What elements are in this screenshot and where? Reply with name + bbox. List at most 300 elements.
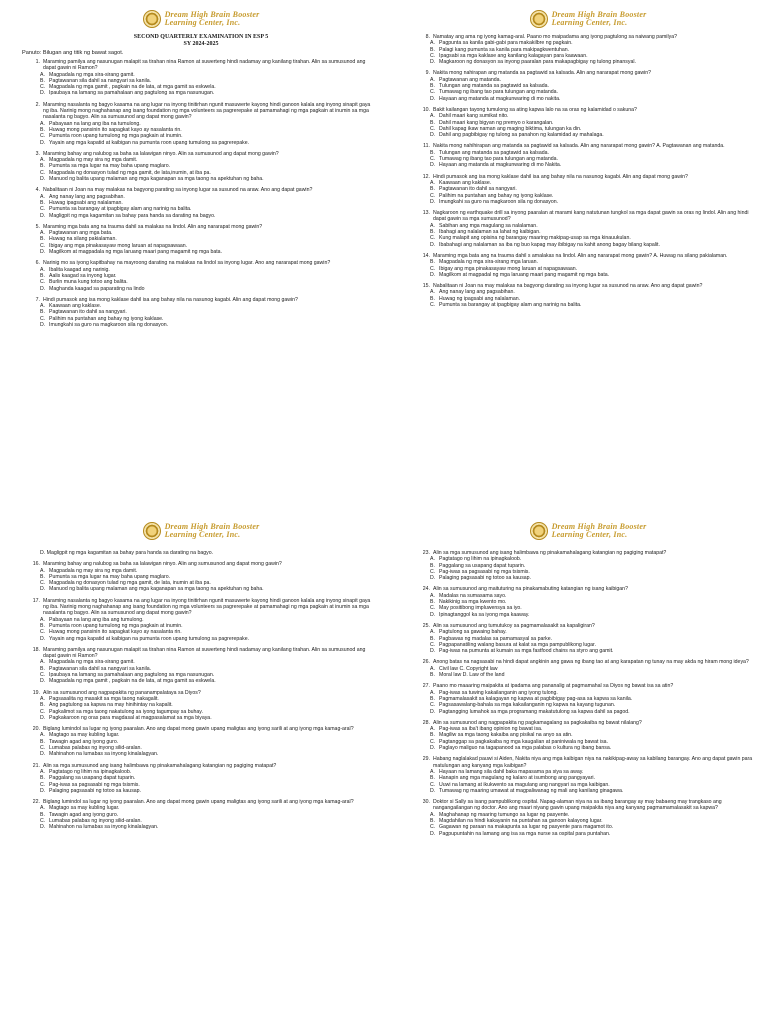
question-text: Alin sa mga sumusunod ang isang halimbawa ng pinakamahalagang katangian ng pagiging matapat? [43,762,277,769]
option-text: Magpadala ng mga gamit , pagkain na de lata, at mga gamit sa eskwela. [49,678,216,685]
question-number: 2. [35,101,40,108]
option-text: Dahil kapag ikaw naman ang maging biktima, tulungan ka din. [439,125,582,132]
answer-option[interactable] [418,648,758,654]
option-letter: A. [430,556,435,563]
option-letter: C. [430,641,436,648]
option-letter: C. [40,745,46,752]
question-item [28,102,374,146]
option-letter: B. [40,199,45,206]
option-text: Palagi kang pumunta sa kanila para makipagkwentuhan. [439,46,570,53]
option-letter: D. [430,59,436,66]
option-text: Dahil maari kang sumikat nito. [439,113,509,120]
option-letter: C. [430,738,436,745]
option-text: Pagtawanan sila dahil sa nangyari sa kanila. [49,77,152,84]
option-letter: A. [40,71,45,78]
option-letter: A. [40,303,45,310]
school-name: Dream High Brain Booster [551,522,647,531]
option-letter: C. [430,192,436,199]
question-number: 29. [422,756,430,763]
question-number: 9. [425,70,430,77]
option-letter: B. [430,295,435,302]
option-letter: B. [430,259,435,266]
question-text: Maraming bahay ang nalubog sa baha sa lalawigan ninyo. Alin sa sumusunod ang dapat mong gawin? [43,150,279,157]
option-text: Pagtatago ng lihim na ipinagkaloob. [439,556,522,563]
question-number: 1. [35,59,40,65]
option-letter: A. [40,230,45,237]
option-text: Hayaan ang matanda at magkunwaring di mo Nakita. [439,162,562,169]
answer-option[interactable] [418,709,758,715]
option-letter: B. [430,695,435,702]
question-number: 22. [32,799,40,806]
question-item [418,210,758,248]
option-text: Magpadala ng mga sira-sirang gamit. [49,71,135,78]
option-letter: D. [430,95,436,102]
question-item [418,550,758,581]
option-letter: C. [430,568,436,575]
question-item [28,297,374,328]
option-text: Ipaubaya na lamang sa pamahalaan ang pagtulong sa mga nasunugan. [49,672,215,679]
option-text: Pabayaan na lang ang iba na tumulong. [49,120,141,127]
answer-option[interactable] [28,715,374,721]
answer-option[interactable] [418,831,758,837]
question-item [28,598,374,642]
option-letter: C. [430,301,436,308]
option-letter: B. [40,811,45,818]
question-number: 11. [423,143,430,150]
option-text: Ipinagtanggol ka sa iyong mga kaaway. [439,611,530,618]
option-text: Magpadala ng may sira ng mga damit. [49,567,138,574]
answer-option[interactable] [28,176,374,182]
answer-option[interactable] [418,672,758,678]
option-text: Aalis kaagad sa inyong lugar. [49,272,117,279]
option-text: Yayain ang mga kapatid at kaibigan na pumunta roon upang tumulong sa pagrerepake. [49,139,250,146]
option-text: Mahinahon na lumabas sa inyong kinalalagyan. [49,751,159,758]
option-text: Magdahilan na hindi kakayanin na puntahan sa ganoon kalayong lugar. [439,817,603,824]
question-item [418,174,758,205]
option-letter: D. [40,249,46,256]
answer-option[interactable] [28,824,374,830]
question-text: Biglang lumindol sa lugar ng iyong paaralan. Ano ang dapat mong gawin upang maligtas ang iyong sarili at ang iyong mga kamag-aral? [43,726,354,733]
option-letter: A. [430,689,435,696]
option-text: Pagsasalita ng masakit sa mga taong nakagalit. [49,695,159,702]
option-letter: B. [40,309,45,316]
question-number: 21. [32,762,40,769]
option-letter: A. [40,193,45,200]
answer-option[interactable] [418,302,758,308]
question-number: 25. [422,622,430,629]
option-letter: C. [430,125,436,132]
question-item [418,683,758,714]
question-list [418,34,758,308]
question-text: Anong batas na nagsasabi na hindi dapat angkinin ang gawa ng ibang tao at ang karapatan ng tunay na may akda ng hiram mong ideya? [433,659,749,666]
question-item [28,561,374,592]
school-name: Dream High Brain Booster [551,10,647,19]
question-item [418,756,758,794]
option-text: May positibong impluwensya sa iyo. [439,605,522,612]
option-text: Pumunta sa barangay at ipagbigay alam ang narinig na balita. [49,206,192,213]
option-letter: B. [40,77,45,84]
option-letter: C. [40,84,46,91]
option-letter: C. [40,708,46,715]
question-item [418,253,758,278]
question-text: Biglang lumindol sa lugar ng iyong paaralan. Ano ang dapat mong gawin upang maligtas ang iyong sarili at ang iyong mga kamag-aral? [43,799,354,806]
option-letter: C. [40,279,46,286]
question-item [418,34,758,65]
question-text: Hindi pumasok ang isa mong kaklase dahil isa ang bahay nila na nasunog kagabi. Alin ang dapat mong gawin? [43,296,298,303]
option-letter: A. [40,805,45,812]
question-stem [28,598,374,617]
option-text: Pagpapanatiling walang basura at kalat sa mga pampublikong lugar. [439,641,596,648]
option-letter: B. [40,272,45,279]
option-text: Kung malapit ang opisina ng barangay maaring makipag-usap sa mga kinauukulan. [439,235,631,242]
option-text: Uuwi na lamang at ikukwento sa magulang ang nangyari sa mga kaibigan. [439,781,610,788]
school-seal-icon [530,522,548,540]
question-item [418,586,758,617]
option-letter: A. [40,732,45,739]
question-number: 24. [422,586,430,593]
option-letter: A. [40,616,45,623]
option-text: Pagtanggap sa pagkakaiba ng mga kaugalian at paniniwala ng bawat isa. [439,738,609,745]
option-text: Kaawaan ang kaklase. [439,179,492,186]
option-text: Paglayo maliguo na tagapanood sa mga palabas o kultura ng ibang bansa. [439,745,612,752]
option-text: Pagtawanan sila dahil sa nangyari sa kanila. [49,665,152,672]
option-letter: D. [40,635,46,642]
question-list [418,550,758,837]
question-text: Alin sa sumusunod ang maituturing na pinakamabuting katangian ng isang kaibigan? [433,586,628,593]
option-letter: D. [430,162,436,169]
option-text: Ang nanay lang ang pagsabihan. [49,193,125,200]
option-text: Magpadala ng mga gamit , pagkain na de lata, at mga gamit sa eskwela. [49,84,216,91]
option-letter: D. [40,586,46,593]
question-text: Doktor si Sally sa isang pampublikong ospital. Napag-alaman niya na sa ibang barangay ay may babaeng may trangkaso ang nangangailangan ng doctor. Ano ang maari niyang gawin upang maipakita niya ang kanyang pagmamamalasakit sa kapwa? [433,799,722,812]
question-text: Alin sa mga sumusunod ang isang halimbawa ng pinakamahalagang katangian ng pagiging matapat? [433,550,667,556]
option-letter: B. [40,236,45,243]
option-text: Ibigay ang mga pinakasayaw mong laruan at napagsawaan. [49,242,188,249]
option-letter: C. [430,89,436,96]
question-text: Maraming pamilya ang nasunugan malapit sa tirahan nina Ramon at suwerteng hindi nadamay ang kanilang tirahan. Alin sa sumusunod ang dapat gawin ni Ramon? [43,59,366,72]
question-text: Hindi pumasok ang isa mong kaklase dahil isa ang bahay nila na nasunog kagabi. Alin ang dapat mong gawin? [433,173,688,180]
question-number: 16. [32,561,40,568]
answer-option[interactable] [418,788,758,794]
option-text: Pagkalimot sa mga taong nakatulong sa iyong tagumpay sa buhay. [49,708,203,715]
answer-option[interactable] [418,199,758,205]
question-text: Maraming mga bata ang na trauma dahil sa malakas na lindol. Alin ang nararapat mong gawin? [43,223,263,230]
question-item [28,690,374,721]
option-text: Maghanda kaagad sa paparating na lindo [49,285,145,292]
answer-option[interactable] [28,249,374,255]
option-letter: C. [40,781,46,788]
option-letter: A. [40,157,45,164]
option-text: Huwag ng ipagsabi ang nalalaman. [439,295,521,302]
answer-option[interactable] [418,612,758,618]
option-letter: C. [430,265,436,272]
option-letter: A. [430,665,435,672]
answer-option[interactable] [418,162,758,168]
option-letter: D. [430,575,436,582]
question-item [28,59,374,97]
option-text: Kaawaan ang kaklase. [49,303,102,310]
answer-option[interactable] [418,272,758,278]
question-number: 12. [422,173,430,180]
school-year: SY 2024-2025 [183,41,219,47]
option-text: Magilkom at magpadala ng mga laruang maari pang magamit ng mga bata. [49,249,223,256]
answer-option[interactable] [28,636,374,642]
exam-page-2 [384,0,768,512]
option-text: Pagtawanan ang mga bata. [49,230,113,237]
option-text: Palaging pagsasabi ng totoo sa kausap. [49,787,142,794]
option-letter: A. [40,120,45,127]
option-text: Magtago sa may kubling lugar. [49,732,120,739]
question-item [28,763,374,794]
question-item [28,647,374,685]
option-text: Pagtangging lumahok sa mga programang makatutulong sa kapwa dahil sa pagod. [439,708,630,715]
option-text: Tawagin agad ang iyong guro. [49,738,119,745]
option-text: Hayaan ang matanda at magkunwaring di mo nakita. [439,95,561,102]
question-number: 10. [422,106,430,113]
option-letter: B. [430,732,435,739]
option-text: Pagmamalasakit sa kalagayan ng kapwa at pagbibigay pag-asa sa kapwa sa kanila. [439,695,633,702]
option-letter: C. [40,242,46,249]
option-text: Yayain ang mga kapatid at kaibigan na pumunta roon upang tumulong sa pagrerepake. [49,635,250,642]
option-text: Paggalang sa usapang dapat tuparin. [49,775,136,782]
option-text: Pag-iwas sa pagsasabi ng mga tsismis. [49,781,140,788]
option-letter: C. [430,52,436,59]
question-item [28,726,374,757]
question-list [28,561,374,830]
question-stem [28,102,374,121]
option-letter: D. [40,139,46,146]
answer-option[interactable] [28,788,374,794]
exam-page-3 [0,512,384,1024]
option-letter: B. [430,149,435,156]
answer-option[interactable] [28,286,374,292]
option-text: Pagpupuntahin na lamang ang isa sa mga nurse sa ospital para puntahan. [439,830,611,837]
question-number: 15. [422,283,430,290]
option-letter: B. [430,83,435,90]
option-text: Hanapin ang mga magulang ng kalaro at isumbong ang pangyayari. [439,775,596,782]
question-text: Namatay ang ama ng iyong kamag-aral. Paano mo maipadama ang iyong pagtulong sa naiwang pamilya? [433,34,677,40]
answer-option[interactable] [418,242,758,248]
option-letter: B. [430,46,435,53]
question-number: 23. [422,550,430,556]
school-header [28,520,374,542]
option-letter: D. [40,321,46,328]
option-letter: D. [40,212,46,219]
school-name: Dream High Brain Booster [164,522,260,531]
option-text: Civil law C. Copyright law [439,665,498,672]
option-letter: A. [430,222,435,229]
question-text: Maraming nasalanta ng bagyo kasama na ang lugar na inyong tinitirhan ngunit masuwerte kayong hindi ganoon kalala ang inyong sinapit gaya ng iba. Narinig mong naghahanap ang isang foundation ng mga volunteers sa pagrerepake at pamamahagi ng mga pagkain at inumin sa mga nasalanta ng bagyo. Alin sa sumusunod ang dapat mong gawin? [43,101,371,121]
answer-option[interactable] [28,678,374,684]
option-letter: C. [40,133,46,140]
question-item [418,70,758,101]
option-letter: C. [40,817,46,824]
answer-option[interactable] [28,586,374,592]
question-text: Paano mo maaaring maipakita at ipadama ang pananalig at pagmamahal sa Diyos ng bawat isa sa atin? [433,683,674,690]
school-name: Learning Center, Inc. [164,18,241,27]
option-text: Ibalita kaagad ang narinig. [49,266,110,273]
option-letter: C. [430,156,436,163]
question-number: 5. [35,223,40,230]
question-item [418,283,758,308]
option-letter: D. [40,285,46,292]
option-letter: C. [430,235,436,242]
question-text: Nakita mong nahihirapan ang matanda sa pagtawid sa kalsada. Alin ang nararapat mong gawin? A. Pagtawanan ang matanda. [433,143,725,150]
school-name: Learning Center, Inc. [551,530,628,539]
answer-option[interactable] [418,59,758,65]
school-seal-icon [143,10,161,28]
question-text: Maraming pamilya ang nasunugan malapit sa tirahan nina Ramon at suwerteng hindi nadamay ang kanilang tirahan. Alin sa sumusunod ang dapat gawin ni Ramon? [43,646,366,660]
option-text: Lumabas palabas ng inyong silid-aralan. [49,745,142,752]
option-letter: B. [430,635,435,642]
option-letter: B. [430,672,435,679]
answer-option[interactable] [418,575,758,581]
option-letter: A. [430,40,435,47]
option-letter: B. [40,163,45,170]
option-text: Magpadala ng donasyon tulad ng mga gamit, de lata,inumin, at iba pa. [49,169,211,176]
option-letter: C. [40,206,46,213]
answer-option[interactable] [418,745,758,751]
option-letter: C. [40,315,46,322]
option-text: Pag-iwas na pumunta at kumain sa mga fastfood chains na styro ang gamit. [439,648,614,655]
option-text: Huwag na silang pakialaman. [49,236,117,243]
question-number: 28. [422,719,430,726]
option-letter: B. [430,562,435,569]
question-item [418,143,758,168]
question-item [418,659,758,678]
option-letter: D. [40,90,46,97]
option-text: Gagawan ng paraan na makapunta sa lugar ng pasyente para magamot ito. [439,824,614,831]
option-text: Maghahanap ng maaring tumungo sa lugar ng pasyente. [439,811,570,818]
option-letter: B. [430,229,435,236]
option-text: Magiliw sa mga taong kakaiba ang pisikal na anyo sa atin. [439,732,573,739]
option-letter: A. [430,811,435,818]
option-text: Ang nanay lang ang pagsabihan. [439,289,515,296]
option-text: Burlin muna kung totoo ang balita. [49,279,128,286]
question-number: 18. [32,646,40,653]
question-number: 14. [422,252,430,259]
answer-option[interactable] [418,132,758,138]
option-text: Huwag mong pansinin ito sapagkat kayo ay nasalanta rin. [49,126,182,133]
question-item [28,224,374,255]
option-letter: C. [430,605,436,612]
option-letter: C. [430,702,436,709]
question-item [28,151,374,182]
option-text: Pumunta roon upang tumulong ng mga pagkain at inumin. [49,622,183,629]
option-text: Magpadala ng may sira ng mga damit. [49,157,138,164]
option-letter: A. [430,629,435,636]
school-name: Dream High Brain Booster [164,10,260,19]
option-text: Ipagsabi sa mga kaklase ang kanilang kalagayan para kaawaan. [439,52,588,59]
question-text: Maraming mga bata ang na trauma dahil s amalakas na lindol. Alin ang nararapat mong gawin? A. Huwag na silang pakialaman. [433,252,728,259]
option-text: Moral law D. Law of the land [439,672,505,679]
question-text: Nabalitaan ni Joan na may malakas na bagyong parating sa inyong lugar sa susunod na araw. Ano ang dapat gawin? [43,187,313,194]
question-number: 26. [422,659,430,666]
answer-option[interactable] [28,751,374,757]
option-text: Dahil maari kang bigyan ng premyo o karangalan. [439,119,554,126]
option-letter: B. [430,599,435,606]
option-letter: B. [40,702,45,709]
question-number: 7. [35,296,40,303]
option-letter: A. [40,659,45,666]
option-letter: D. [430,787,436,794]
question-text: Nakita mong nahirapan ang matanda sa pagtawid sa kalsada. Alin ang nararapat mong gawin? [433,70,652,77]
option-text: Imungkahi sa guro na magkaroon sila ng donasyon. [49,321,169,328]
option-text: Pumunta roon upang tumulong ng mga pagkain at inumin. [49,133,183,140]
option-letter: B. [430,186,435,193]
answer-option[interactable] [28,90,374,96]
question-text: Nabalitaan ni Joan na may malakas na bagyong darating sa inyong lugar sa susunod na araw. Ano ang dapat gawin? [433,283,703,290]
option-text: Lumabas palabas ng inyong silid-aralan. [49,817,142,824]
option-text: Huwag ipagsabi ang nalalaman. [49,199,123,206]
option-text: Pagsasawalang-bahala sa mga kakailanganin ng kapwa na kayang tugunan. [439,702,616,709]
question-text: Habang naglalakad pauwi si Aiden, Nakita niya ang mga kaibigan niya na nakikipag-away sa kabilang barangay. Ano ang dapat gawin para matulungan ang kanyang mga kaibigan? [433,756,753,769]
option-letter: B. [430,817,435,824]
option-text: Pagkakaroon ng oras para magdasal at magpasalamat sa mga biyaya. [49,714,212,721]
option-text: Pagbawas ng madalas sa pamamasyal sa parke. [439,635,553,642]
option-text: Magpadala ng mga sira-sirang gamit. [49,659,135,666]
answer-option[interactable] [28,140,374,146]
option-text: Ibahagi ang nalalaman sa lahat ng kaibigan. [439,229,541,236]
question-number: 4. [35,187,40,194]
question-number: 30. [422,799,430,806]
answer-option[interactable] [418,96,758,102]
question-item [28,187,374,218]
question-number: 3. [35,150,40,157]
option-letter: D. [430,830,436,837]
option-text: Palihim na puntahan ang bahay ng iyong kaklase. [439,192,554,199]
option-text: Ipaubaya na lamang sa pamahalaan ang pagtulong sa mga nasunugan. [49,90,215,97]
school-header [28,8,374,30]
question-text: Narinig mo sa iyong kapitbahay na mayroong darating na malakas na lindol sa inyong lugar. Ano ang nararapat mong gawin? [43,260,331,267]
option-letter: B. [40,738,45,745]
option-text: Magtago sa may kubling lugar. [49,805,120,812]
option-letter: D. [430,611,436,618]
answer-option[interactable] [28,322,374,328]
option-text: Tumawag ng ibang tao para tulungan ang matanda. [439,89,558,96]
answer-option[interactable] [28,213,374,219]
question-text: Bakit kailangan tayong tumulong sa ating kapwa lalo na sa oras ng kalamidad o sakuna? [433,106,637,113]
option-text: Manuod ng balita upang malaman ang mga kaganapan sa mga taong na apektuhan ng baha. [49,176,264,183]
option-letter: D. [40,714,46,721]
option-letter: C. [40,169,46,176]
option-letter: B. [430,119,435,126]
question-text: Maraming nasalanta ng bagyo kasama na ang lugar na inyong tinitirhan ngunit masuwerte kayong hindi ganoon kalala ang inyong sinapit gaya ng iba. Narinig mong naghahanap ang isang foundation ng mga volunteers sa pagrerepake at pamamahagi ng mga pagkain at inumin sa mga nasalanta ng bagyo. Alin sa sumusunod ang dapat mong gawin? [43,597,371,617]
question-number: 17. [32,597,40,604]
exam-title: SECOND QUARTERLY EXAMINATION IN ESP 5 [133,34,269,40]
question-item [418,107,758,138]
option-letter: A. [430,76,435,83]
question-number: 6. [35,260,40,267]
option-text: Pagtawanan ang matanda. [439,76,502,83]
question-number: 27. [422,683,430,690]
option-text: Pumunta sa mga lugar na may baha upang maglaro. [49,573,171,580]
question-text: Alin sa sumusunod ang tumutukoy sa pagmamalasakit sa kapaligiran? [433,622,595,629]
option-text: Hayaan na lamang sila dahil baka mapasama pa siya sa away. [439,768,584,775]
option-text: Ibabahagi ang nalalaman sa iba ng buo kapag may ibibigay na kahit anong bagay bilang kapalit. [439,241,660,248]
question-number: 8. [425,34,430,40]
question-text: Nagkaroon ng earthquake drill sa inyong paaralan at marami kang natutunan tungkol sa mga dapat gawin sa oras ng lindol. Alin ang hindi dapat gawin sa mga sumusunod? [433,210,749,223]
question-number: 19. [32,689,40,696]
option-text: Pag-iwas sa tuwing kakailanganin ang iyong tulong. [439,689,558,696]
school-header [418,520,758,542]
option-text: Tumawag ng ibang tao para tulungan ang matanda. [439,156,558,163]
option-text: Sabihan ang mga magulang sa nalalaman. [439,222,538,229]
option-text: Nakikinig sa mga kwento mo. [439,599,507,606]
option-text: Pagpunta sa kanila gabi-gabi para makakilbre ng pagkain. [439,40,573,47]
option-letter: D. [430,271,436,278]
school-name: Learning Center, Inc. [551,18,628,27]
